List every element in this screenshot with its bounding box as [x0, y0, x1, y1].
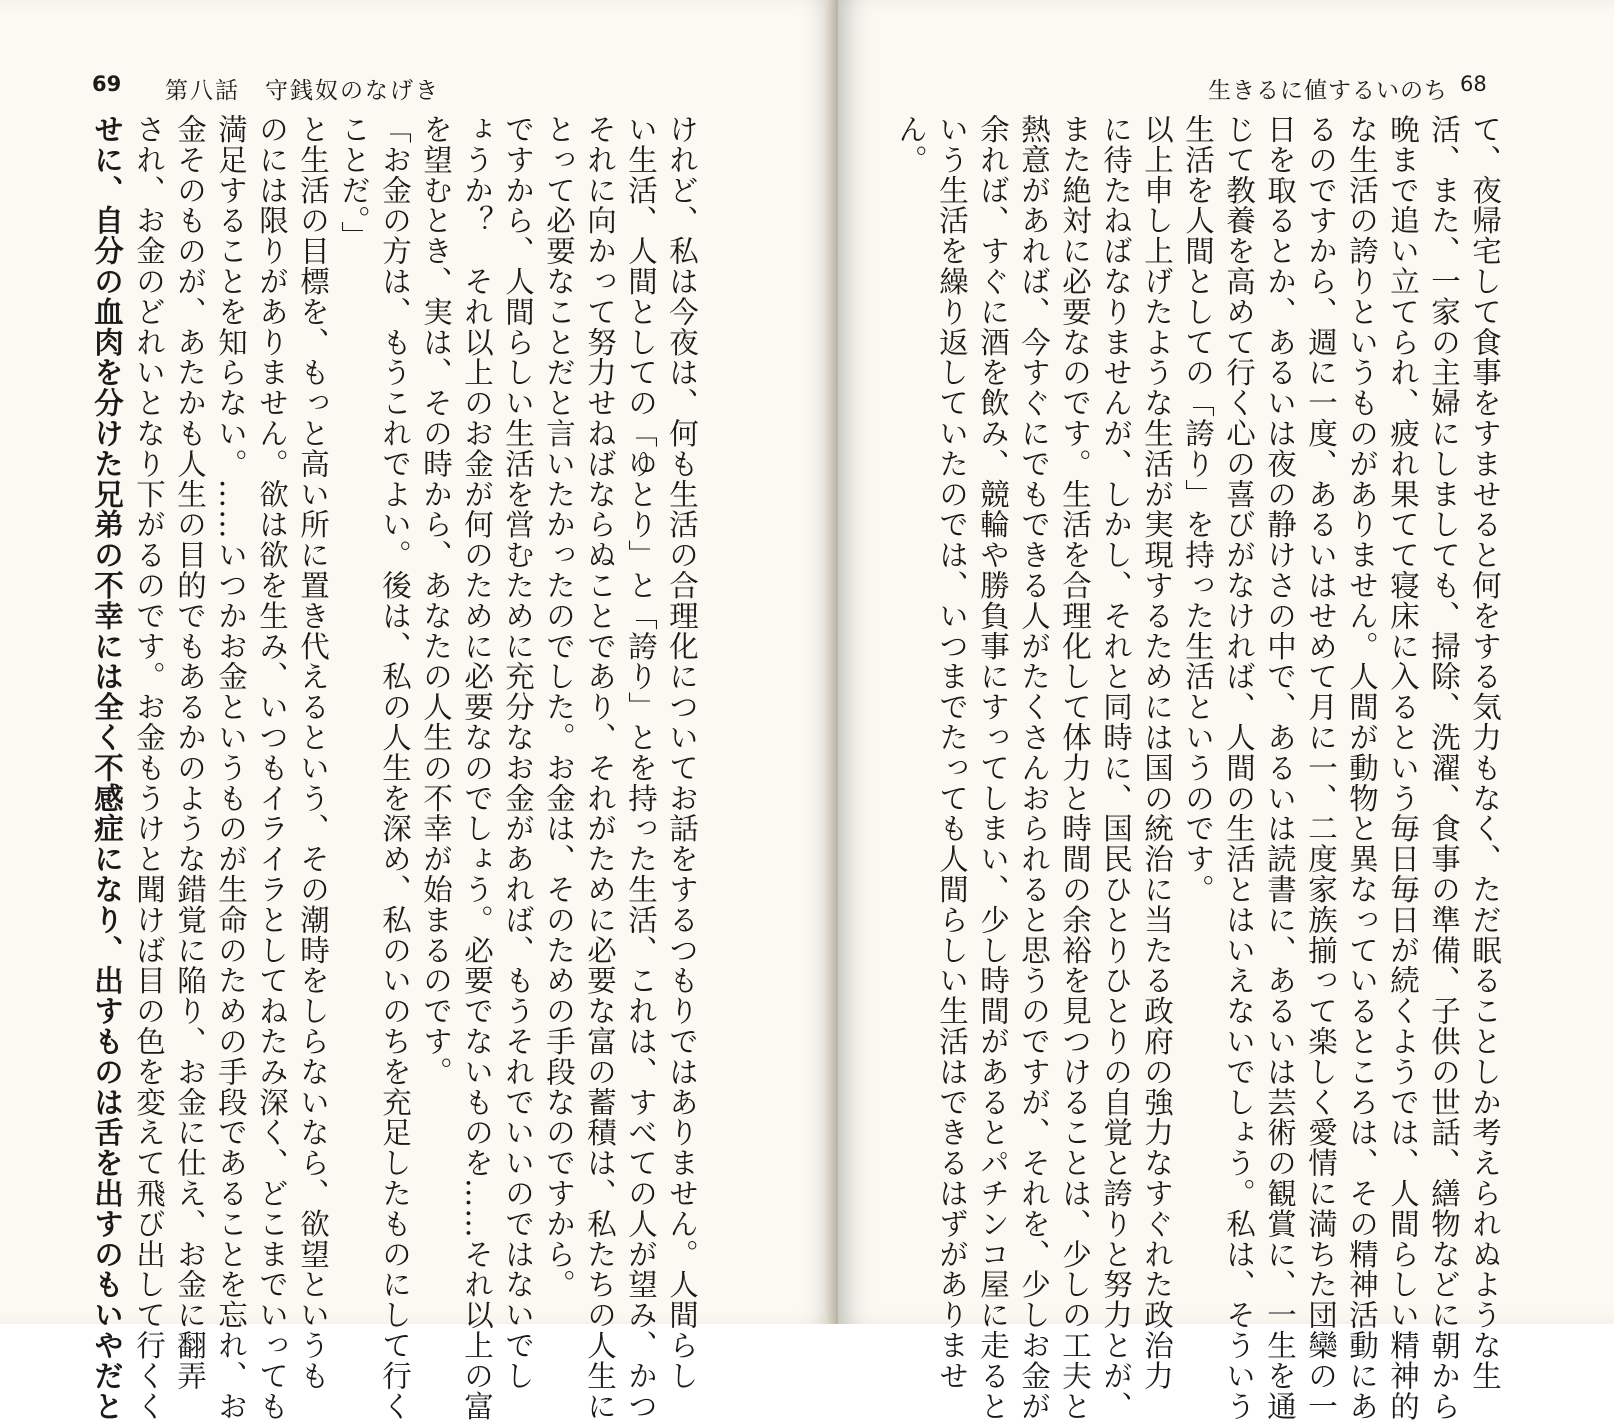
right-column-9: 以上申し上げたような生活が実現するためには国の統治に当たる政府の強力なすぐれた政治力	[1140, 114, 1174, 1391]
right-column-2: 活、また、一家の主婦にしましても、掃除、洗濯、食事の準備、子供の世話、繕物などに朝から	[1427, 114, 1461, 1421]
right-column-5: るのですから、週に一度、あるいはせめて月に一、二度家族揃って楽しく愛情に満ちた団欒の一	[1304, 114, 1338, 1421]
right-column-13: 余れば、すぐに酒を飲み、競輪や勝負事にすってしまい、少し時間があるとパチンコ屋に走ると	[976, 114, 1010, 1421]
left-column-11: のには限りがありません。欲は欲を生み、いつもイライラとしてねたみ深く、どこまでいっても	[255, 114, 289, 1421]
left-column-10: と生活の目標を、もっと高い所に置き代えるという、その潮時をしらないなら、欲望というも	[296, 114, 330, 1391]
left-column-5: ですから、人間らしい生活を営むために充分なお金があれば、もうそれでいいのではないでし	[501, 114, 535, 1391]
right-column-1: て、夜帰宅して食事をすませると何をする気力もなく、ただ眠ることしか考えられぬような生	[1468, 114, 1502, 1391]
right-page-number: 68	[1460, 72, 1487, 96]
left-column-2: い生活、人間としての「ゆとり」と「誇り」とを持った生活、これは、すべての人が望み、かつ	[624, 114, 658, 1421]
left-column-8: 「お金の方は、もうこれでよい。後は、私の人生を深め、私のいのちを充足したものにして行く	[378, 114, 412, 1421]
left-column-12: 満足することを知らない。……いつかお金というものが生命のための手段であることを忘れ、お	[214, 114, 248, 1421]
left-column-13: 金そのものが、あたかも人生の目的でもあるかのような錯覚に陥り、お金に仕え、お金に翻弄	[173, 114, 207, 1391]
left-column-7: を望むとき、実は、その時から、あなたの人生の不幸が始まるのです。	[419, 114, 453, 1087]
left-column-4: とって必要なことだと言いたかったのでした。お金は、そのための手段なのですから。	[542, 114, 576, 1300]
left-body-text	[90, 114, 702, 1421]
right-column-15: ん。	[894, 114, 928, 175]
right-body-text	[894, 114, 1505, 1421]
right-column-3: 晩まで追い立てられ、疲れ果てて寝床に入るという毎日毎日が続くようでは、人間らしい精神的	[1386, 114, 1420, 1421]
left-column-1: けれど、私は今夜は、何も生活の合理化についてお話をするつもりではありません。人間らし	[665, 114, 699, 1391]
right-column-14: いう生活を繰り返していたのでは、いつまでたっても人間らしい生活はできるはずがありませ	[935, 114, 969, 1391]
right-column-8: 生活を人間としての「誇り」を持った生活というのです。	[1181, 114, 1215, 905]
right-column-7: じて教養を高めて行く心の喜びがなければ、人間の生活とはいえないでしょう。私は、そういう	[1222, 114, 1256, 1421]
right-column-10: に待たねばなりませんが、しかし、それと同時に、国民ひとりひとりの自覚と誇りと努力とが、	[1099, 114, 1133, 1421]
right-column-11: また絶対に必要なのです。生活を合理化して体力と時間の余裕を見つけることは、少しの工夫と	[1058, 114, 1092, 1421]
right-chapter-title: 生きるに値するいのち	[1208, 78, 1448, 104]
left-chapter-title: 第八話 守銭奴のなげき	[165, 78, 440, 104]
left-column-3: それに向かって努力せねばならぬことであり、それがために必要な富の蓄積は、私たちの人生に	[583, 114, 617, 1421]
left-column-14: され、お金のどれいとなり下がるのです。お金もうけと聞けば目の色を変えて飛び出して行くく	[132, 114, 166, 1421]
left-column-9: ことだ。」	[337, 114, 371, 252]
right-column-4: な生活の誇りというものがありません。人間が動物と異なっているところは、その精神活動にあ	[1345, 114, 1379, 1421]
left-page-number: 69	[92, 72, 122, 96]
right-column-6: 日を取るとか、あるいは夜の静けさの中で、あるいは読書に、あるいは芸術の観賞に、一生を通	[1263, 114, 1297, 1421]
left-column-15: せに、自分の血肉を分けた兄弟の不幸には全く不感症になり、出すものは舌を出すのもいやだと	[90, 114, 125, 1421]
left-column-6: ょうか？ それ以上のお金が何のために必要なのでしょう。必要でないものを……それ以上の富	[460, 114, 494, 1421]
right-column-12: 熱意があれば、今すぐにでもできる人がたくさんおられると思うのですが、それを、少しお金が	[1017, 114, 1051, 1421]
